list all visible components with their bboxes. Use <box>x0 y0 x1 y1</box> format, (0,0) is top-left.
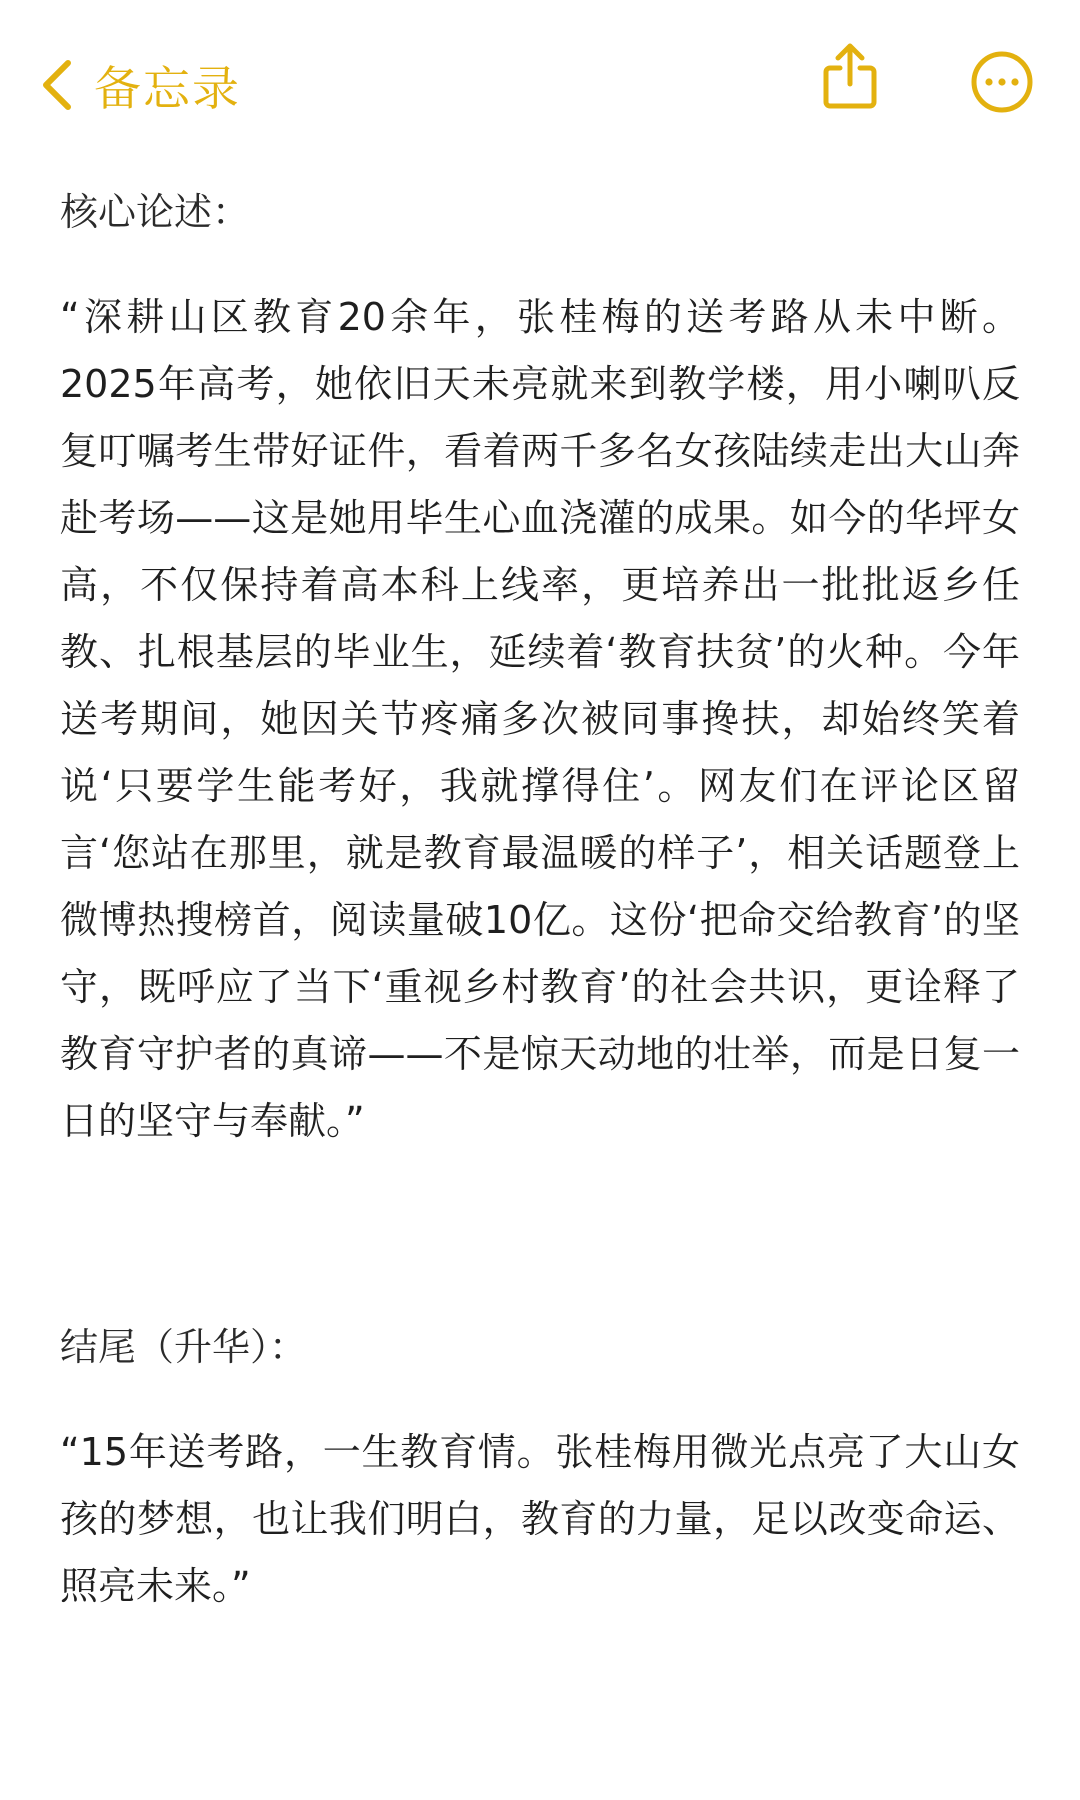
section-body-core-argument: “深耕山区教育20余年，张桂梅的送考路从未中断。2025年高考，她依旧天未亮就来到教学楼，用小喇叭反复叮嘱考生带好证件，看着两千多名女孩陆续走出大山奔赴考场——这是她用毕生心血浇灌的成果。如今的华坪女高，不仅保持着高本科上线率，更培养出一批批返乡任教、扎根基层的毕业生，延续着‘教育扶贫’的火种。今年送考期间，她因关节疼痛多次被同事搀扶，却始终笑着说‘只要学生能考好，我就撑得住’。网友们在评论区留言‘您站在那里，就是教育最温暖的样子’，相关话题登上微博热搜榜首，阅读量破10亿。这份‘把命交给教育’的坚守，既呼应了当下‘重视乡村教育’的社会共识，更诠释了教育守护者的真谛——不是惊天动地的壮举，而是日复一日的坚守与奉献。” <box>60 295 1020 1143</box>
section-heading-ending: 结尾（升华）： <box>60 1325 308 1369</box>
back-button[interactable] <box>40 50 241 120</box>
back-label: 备忘录 <box>94 61 241 117</box>
more-button[interactable] <box>970 50 1034 114</box>
nav-bar <box>0 0 1080 165</box>
note-body[interactable] <box>60 180 1020 1620</box>
more-icon <box>970 50 1034 114</box>
section-heading-core-argument: 核心论述： <box>60 190 251 234</box>
share-button[interactable] <box>822 42 878 110</box>
chevron-left-icon <box>40 59 74 111</box>
share-icon <box>822 42 878 110</box>
section-body-ending: “15年送考路，一生教育情。张桂梅用微光点亮了大山女孩的梦想，也让我们明白，教育的力量，足以改变命运、照亮未来。” <box>60 1430 1020 1608</box>
